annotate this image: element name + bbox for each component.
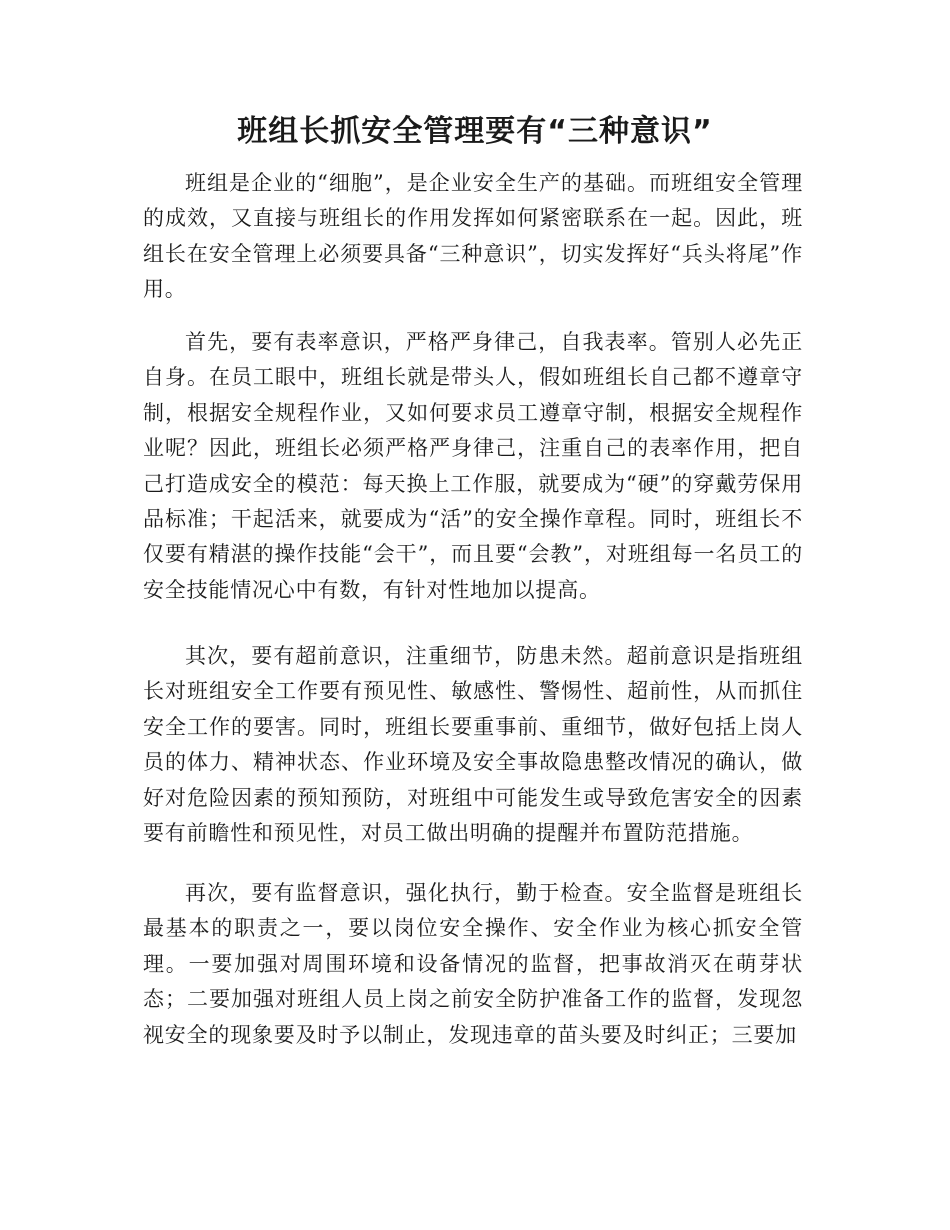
paragraph-second: 其次，要有超前意识，注重细节，防患未然。超前意识是指班组长对班组安全工作要有预见性、敏感性、警惕性、超前性，从而抓住安全工作的要害。同时，班组长要重事前、重细节，做好包括上岗人员的体力、精神状态、作业环境及安全事故隐患整改情况的确认，做好对危险因素的预知预防，对班组中可能发生或导致危害安全的因素要有前瞻性和预见性，对员工做出明确的提醒并布置防范措施。 xyxy=(143,644,803,846)
document-title: 班组长抓安全管理要有“三种意识” xyxy=(237,114,713,149)
paragraph-first: 首先，要有表率意识，严格严身律己，自我表率。管别人必先正自身。在员工眼中，班组长就是带头人，假如班组长自己都不遵章守制，根据安全规程作业，又如何要求员工遵章守制，根据安全规程作业呢？因此，班组长必须严格严身律己，注重自己的表率作用，把自己打造成安全的模范：每天换上工作服，就要成为“硬”的穿戴劳保用品标准；干起活来，就要成为“活”的安全操作章程。同时，班组长不仅要有精湛的操作技能“会干”，而且要“会教”，对班组每一名员工的安全技能情况心中有数，有针对性地加以提高。 xyxy=(143,330,803,602)
paragraph-intro: 班组是企业的“细胞”，是企业安全生产的基础。而班组安全管理的成效，又直接与班组长的作用发挥如何紧密联系在一起。因此，班组长在安全管理上必须要具备“三种意识”，切实发挥好“兵头将尾”作用。 xyxy=(143,171,803,302)
paragraph-third: 再次，要有监督意识，强化执行，勤于检查。安全监督是班组长最基本的职责之一，要以岗位安全操作、安全作业为核心抓安全管理。一要加强对周围环境和设备情况的监督，把事故消灭在萌芽状态；二要加强对班组人员上岗之前安全防护准备工作的监督，发现忽视安全的现象要及时予以制止，发现违章的苗头要及时纠正；三要加 xyxy=(143,881,803,1047)
